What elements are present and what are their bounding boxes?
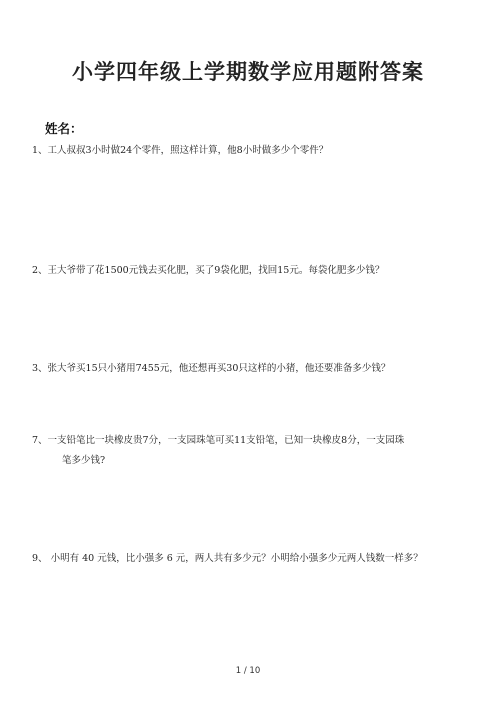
document-title: 小学四年级上学期数学应用题附答案	[72, 60, 424, 84]
page-number: 1 / 10	[235, 666, 261, 676]
question-9: 9、 小明有 40 元钱，比小强多 6 元，两人共有多少元？小明给小强多少元两人钱数一样多？	[32, 553, 423, 564]
question-7: 7、一支铅笔比一块橡皮贵7分，一支园珠笔可买11支铅笔，已知一块橡皮8分，一支园珠	[32, 435, 405, 446]
question-1: 1、工人叔叔3小时做24个零件，照这样计算，他8小时做多少个零件？	[32, 145, 329, 156]
question-2: 2、王大爷带了花1500元钱去买化肥，买了9袋化肥，找回15元。每袋化肥多少钱？	[32, 265, 385, 276]
name-label: 姓名：	[45, 121, 83, 136]
question-7-continuation: 笔多少钱?	[62, 455, 106, 466]
question-3: 3、张大爷买15只小猪用7455元，他还想再买30只这样的小猪，他还要准备多少钱？	[32, 363, 391, 374]
